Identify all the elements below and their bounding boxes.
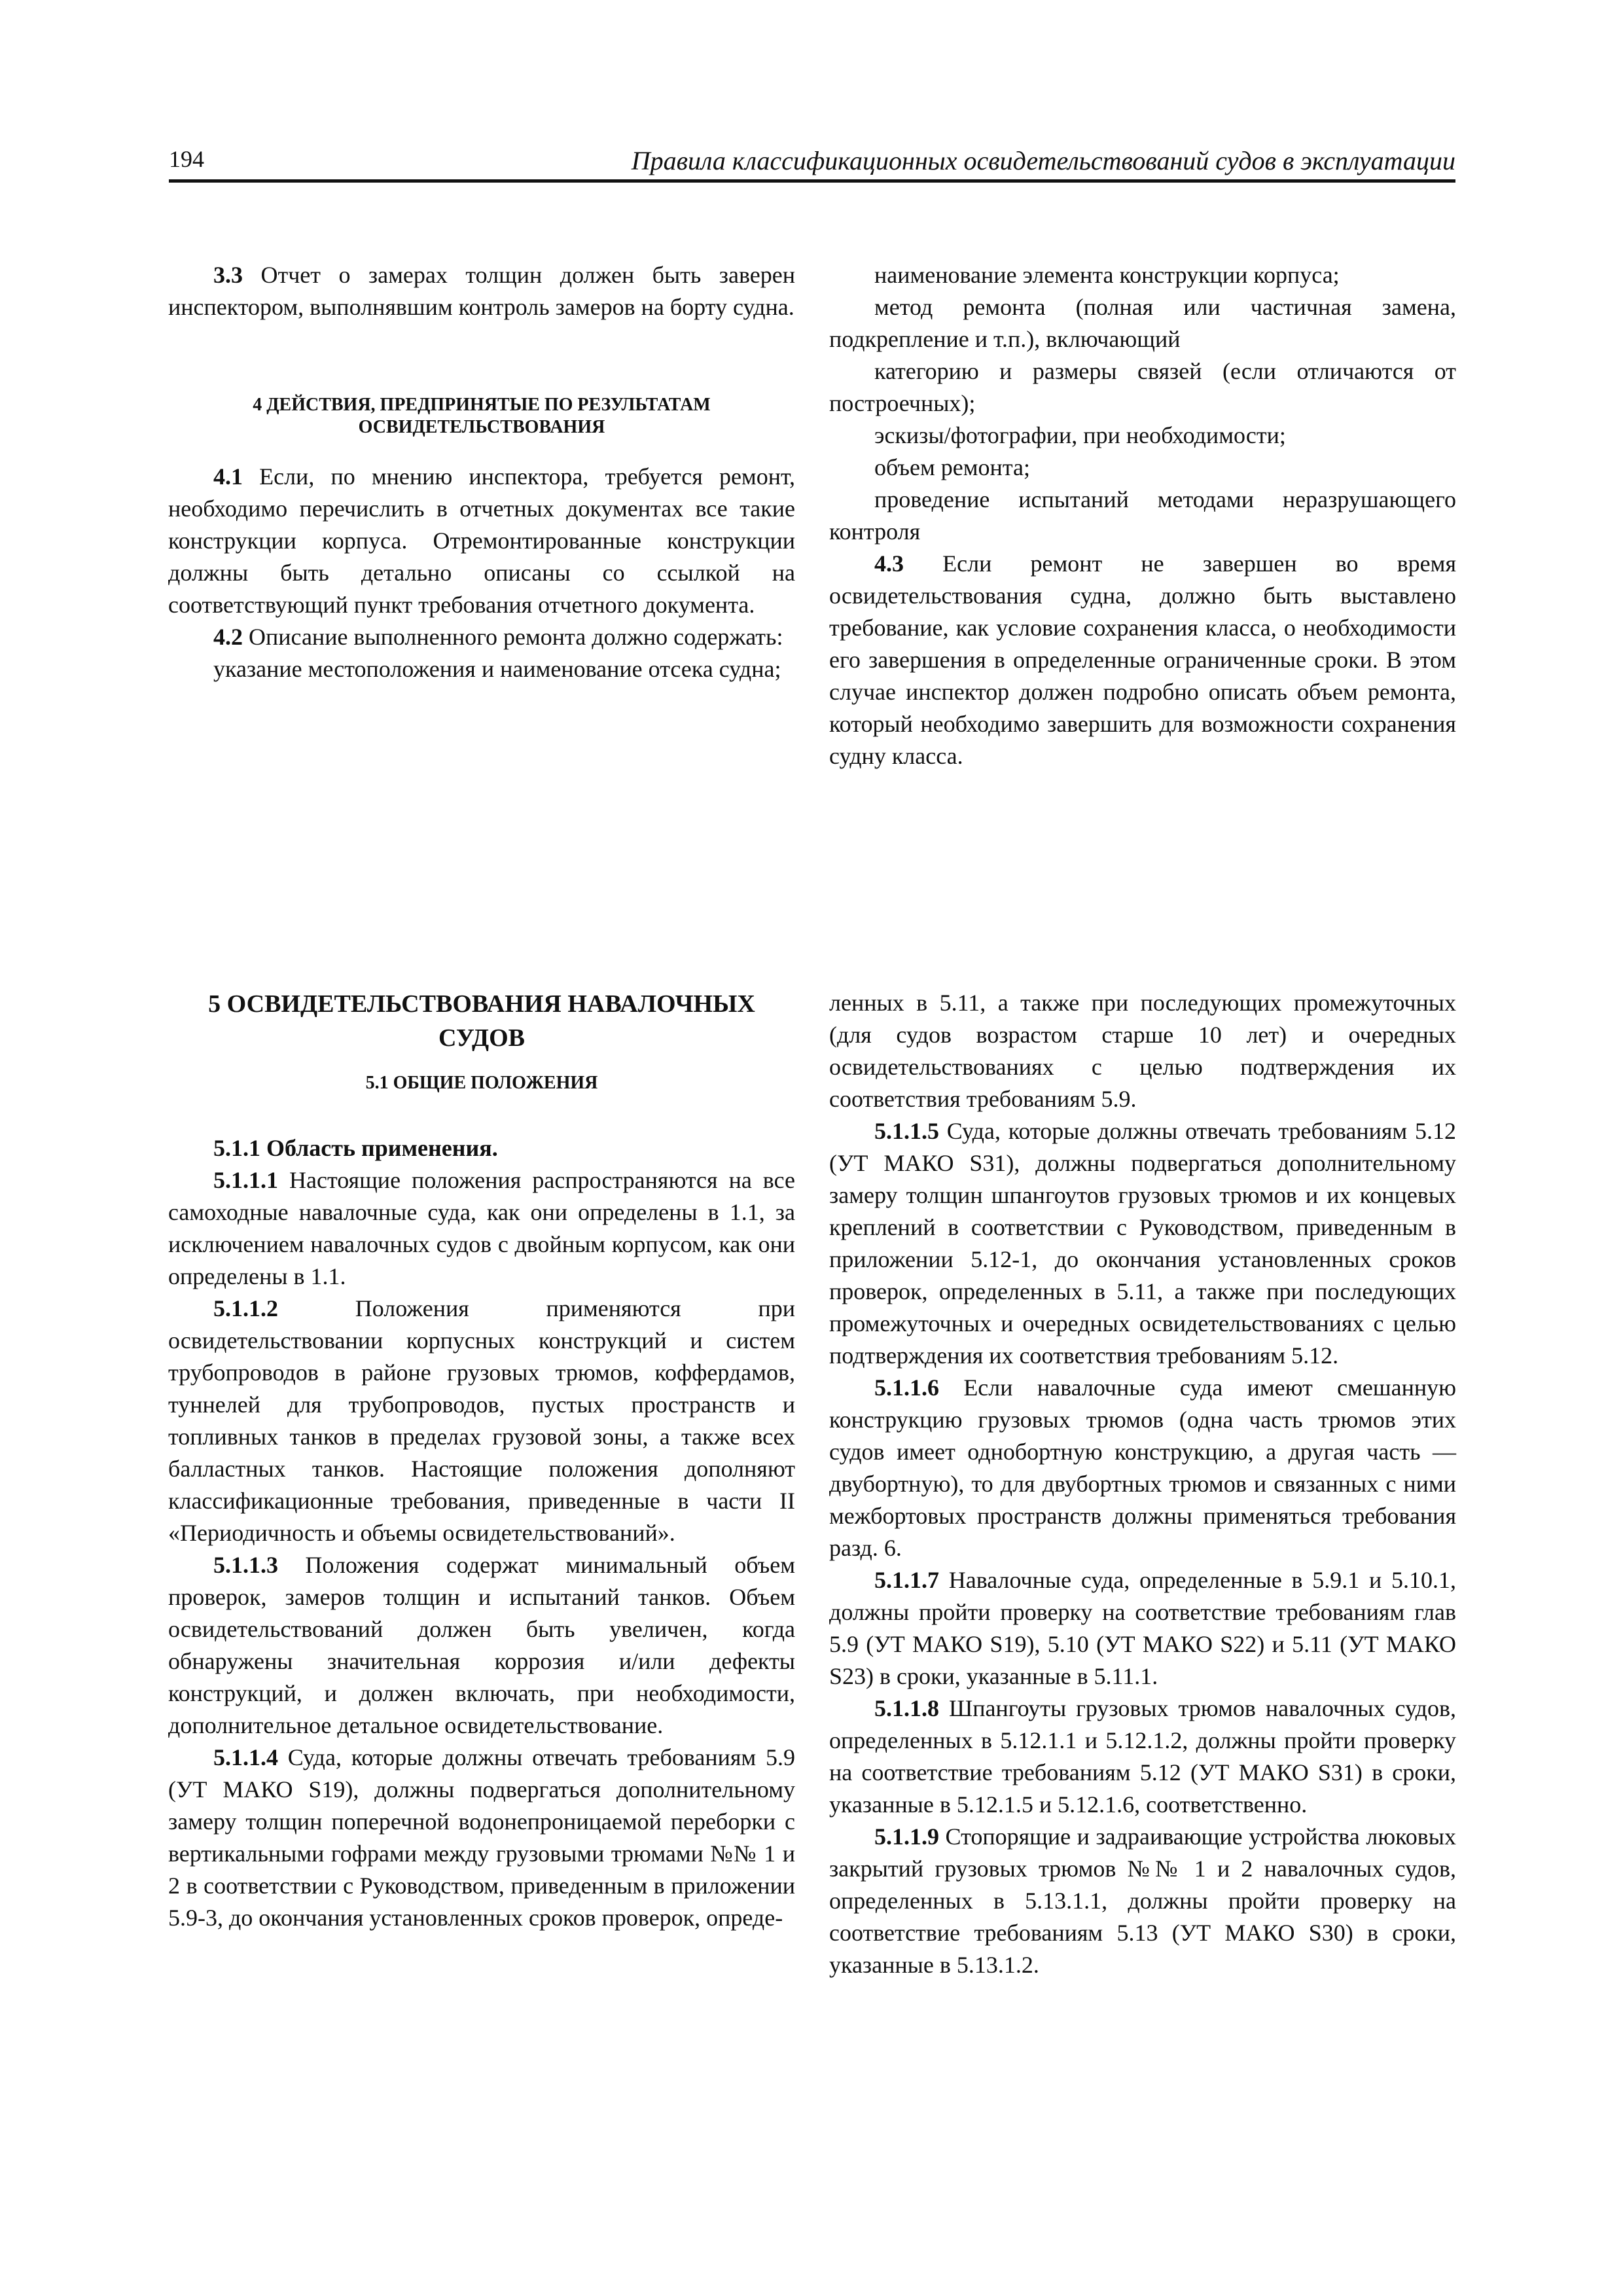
paragraph-5-1-1-2: 5.1.1.2 Положения применяются при освидетельствовании корпусных конструкций и систем трубопроводов в районе грузовых трюмов, коффердамов, туннелей для трубопроводов, пустых пространств и топливных танков в пределах грузовой зоны, а также всех балластных танков. Настоящие положения дополняют классификационные требования, приведенные в части II «Периодичность и объемы освидетельствований». xyxy=(168,1295,795,1546)
upper-left-column xyxy=(168,259,795,685)
page-header xyxy=(169,145,1455,178)
lower-left-column xyxy=(168,987,795,1934)
paragraph-5-1-1-4-continued: ленных в 5.11, а также при последующих промежуточных (для судов возрастом старше 10 лет) и очередных освидетельствованиях с целью подтверждения их соответствия требованиям 5.9. xyxy=(829,990,1456,1112)
paragraph-5-1-1-4: 5.1.1.4 Суда, которые должны отвечать требованиям 5.9 (УТ МАКО S19), должны подвергаться дополнительному замеру толщин поперечной водонепроницаемой переборки с вертикальными гофрами между грузовыми трюмами №№ 1 и 2 в соответствии с Руководством, приведенным в приложении 5.9-3, до окончания установленных сроков проверок, опреде- xyxy=(168,1744,795,1931)
paragraph-5-1-1-1: 5.1.1.1 Настоящие положения распространяются на все самоходные навалочные суда, как они определены в 1.1, за исключением навалочных судов с двойным корпусом, как они определены в 1.1. xyxy=(168,1167,795,1289)
paragraph-5-1-1-9: 5.1.1.9 Стопорящие и задраивающие устройства люковых закрытий грузовых трюмов №№ 1 и 2 навалочных судов, определенных в 5.13.1.1, должны пройти проверку на соответствие требованиям 5.13 (УТ МАКО S30) в сроки, указанные в 5.13.1.2. xyxy=(829,1823,1456,1978)
paragraph-4-2: 4.2 Описание выполненного ремонта должно содержать: xyxy=(213,624,783,650)
chapter-5-title: 5 ОСВИДЕТЕЛЬСТВОВАНИЯ НАВАЛОЧНЫХ СУДОВ xyxy=(208,990,755,1052)
section-4-title: 4 ДЕЙСТВИЯ, ПРЕДПРИНЯТЫЕ ПО РЕЗУЛЬТАТАМ ОСВИДЕТЕЛЬСТВОВАНИЯ xyxy=(253,395,711,437)
paragraph-5-1-1-7: 5.1.1.7 Навалочные суда, определенные в 5.9.1 и 5.10.1, должны пройти проверку на соответствие требованиям глав 5.9 (УТ МАКО S19), 5.10 (УТ МАКО S22) и 5.11 (УТ МАКО S23) в сроки, указанные в 5.11.1. xyxy=(829,1567,1456,1689)
list-item: эскизы/фотографии, при необходимости; xyxy=(874,422,1286,448)
section-5-1-title: 5.1 ОБЩИЕ ПОЛОЖЕНИЯ xyxy=(365,1073,598,1093)
paragraph-3-3: 3.3 Отчет о замерах толщин должен быть заверен инспектором, выполнявшим контроль замеров на борту судна. xyxy=(168,262,795,320)
list-item: объем ремонта; xyxy=(874,454,1030,480)
paragraph-4-3: 4.3 Если ремонт не завершен во время освидетельствования судна, должно быть выставлено требование, как условие сохранения класса, о необходимости его завершения в определенные ограниченные сроки. В этом случае инспектор должен подробно описать объем ремонта, который необходимо завершить для возможности сохранения судну класса. xyxy=(829,550,1456,769)
list-item: наименование элемента конструкции корпуса; xyxy=(874,262,1340,288)
paragraph-5-1-1-3: 5.1.1.3 Положения содержат минимальный объем проверок, замеров толщин и испытаний танков. Объем освидетельствований должен быть увеличен, когда обнаружены значительная коррозия и/или дефекты конструкций, и должен включать, при необходимости, дополнительное детальное освидетельствование. xyxy=(168,1552,795,1738)
paragraph-5-1-1-5: 5.1.1.5 Суда, которые должны отвечать требованиям 5.12 (УТ МАКО S31), должны подвергаться дополнительному замеру толщин шпангоутов грузовых трюмов и их концевых креплений в соответствии с Руководством, приведенным в приложении 5.12-1, до окончания установленных сроков проверок, определенных в 5.11, а также при последующих промежуточных и очередных освидетельствованиях с целью подтверждения их соответствия требованиям 5.12. xyxy=(829,1118,1456,1369)
paragraph-5-1-1-8: 5.1.1.8 Шпангоуты грузовых трюмов навалочных судов, определенных в 5.12.1.1 и 5.12.1.2, должны пройти проверку на соответствие требованиям 5.12 (УТ МАКО S31) в сроки, указанные в 5.12.1.5 и 5.12.1.6, соответственно. xyxy=(829,1695,1456,1818)
paragraph-5-1-1-6: 5.1.1.6 Если навалочные суда имеют смешанную конструкцию грузовых трюмов (одна часть трюмов этих судов имеет однобортную конструкцию, а другая часть — двубортную), то для двубортных трюмов и связанных с ними межбортовых пространств должны применяться требования разд. 6. xyxy=(829,1374,1456,1561)
header-rule xyxy=(169,179,1455,183)
lower-right-column xyxy=(829,987,1456,1981)
page-number: 194 xyxy=(169,146,204,172)
running-title: Правила классификационных освидетельствований судов в эксплуатации xyxy=(631,146,1455,175)
paragraph-5-1-1: 5.1.1 Область применения. xyxy=(213,1135,498,1161)
upper-right-column xyxy=(829,259,1456,772)
list-item: метод ремонта (полная или частичная замена, подкрепление и т.п.), включающий xyxy=(829,294,1456,352)
list-item: проведение испытаний методами неразрушающего контроля xyxy=(829,486,1456,545)
list-item: указание местоположения и наименование отсека судна; xyxy=(213,656,781,682)
paragraph-4-1: 4.1 Если, по мнению инспектора, требуется ремонт, необходимо перечислить в отчетных документах все такие конструкции корпуса. Отремонтированные конструкции должны быть детально описаны со ссылкой на соответствующий пункт требования отчетного документа. xyxy=(168,463,795,618)
list-item: категорию и размеры связей (если отличаются от построечных); xyxy=(829,358,1456,416)
